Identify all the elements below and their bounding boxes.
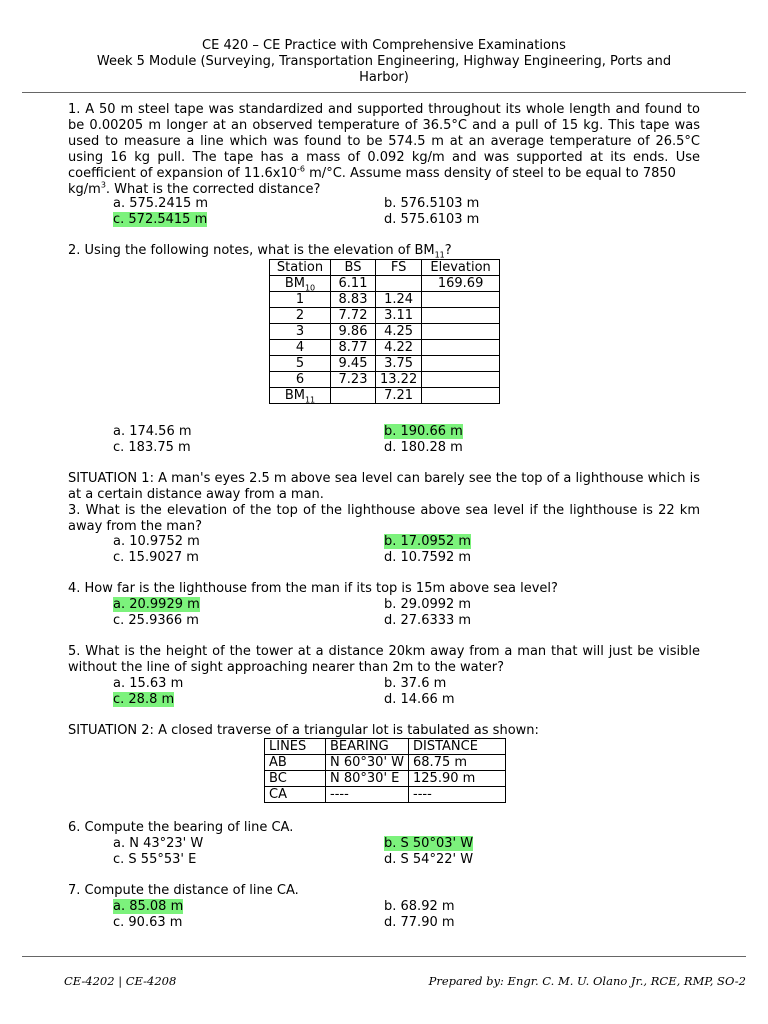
question-6: 6. Compute the bearing of line CA. xyxy=(68,820,294,835)
q1-option-d: d. 575.6103 m xyxy=(384,212,480,227)
question-1: 1. A 50 m steel tape was standardized and supported throughout its whole length and found to be 0.00205 m longer at an observed temperature of 36.5°C and a pull of 15 kg. This tape was used to measure a line which was found to be 574.5 m at an average temperature of 26.5°C using 16 kg pull. The tape has a mass of 0.092 kg/m and was supported at its ends. Use coefficient of expansion of $11.6x10^{-6}$ m/°C. Assume mass density of steel to be equal to 7850 $kg/m^3$. What is the corrected distance? xyxy=(68,102,700,197)
q4-option-d: d. 27.6333 m xyxy=(384,613,472,628)
answer-highlight: a. 85.08 m xyxy=(113,899,184,914)
table-row: 6 7.23 13.22 xyxy=(270,372,500,388)
table-row: 5 9.45 3.75 xyxy=(270,356,500,372)
table-row: $BM_{11}$ 7.21 xyxy=(270,388,500,404)
answer-highlight: c. 28.8 m xyxy=(113,692,175,707)
q4-option-b: b. 29.0992 m xyxy=(384,597,472,612)
answer-highlight: b. 17.0952 m xyxy=(384,534,472,549)
situation-2: SITUATION 2: A closed traverse of a triangular lot is tabulated as shown: xyxy=(68,723,539,738)
situation-1: SITUATION 1: A man's eyes 2.5 m above sea level can barely see the top of a lighthouse which is at a certain distance away from a man. xyxy=(68,471,700,502)
module-title-cont: Harbor) xyxy=(359,70,409,85)
q3-option-b xyxy=(384,534,471,550)
q7-option-c: c. 90.63 m xyxy=(113,915,183,930)
question-2: 2. Using the following notes, what is the elevation of $BM_{11}$? xyxy=(68,243,452,260)
col-distance: DISTANCE xyxy=(409,739,506,755)
answer-highlight: b. S 50°03' W xyxy=(384,836,474,851)
module-title: Week 5 Module (Surveying, Transportation Engineering, Highway Engineering, Ports and xyxy=(96,54,672,69)
table-row: CA ---- ---- xyxy=(265,787,506,803)
footer-rule xyxy=(22,956,746,957)
question-7: 7. Compute the distance of line CA. xyxy=(68,883,299,898)
question-4: 4. How far is the lighthouse from the man if its top is 15m above sea level? xyxy=(68,581,558,596)
traverse-table xyxy=(264,738,506,803)
q3-option-d: d. 10.7592 m xyxy=(384,550,472,565)
q6-option-c: c. S 55°53' E xyxy=(113,852,197,867)
q1-option-a: a. 575.2415 m xyxy=(113,196,209,211)
table-row: 3 9.86 4.25 xyxy=(270,324,500,340)
footer-course-codes: CE-4202 | CE-4208 xyxy=(64,974,177,988)
table-row: $BM_{10}$ 6.11 169.69 xyxy=(270,276,500,292)
col-lines: LINES xyxy=(265,739,326,755)
table-header-row xyxy=(265,739,506,755)
q6-option-b xyxy=(384,836,473,852)
question-3: 3. What is the elevation of the top of the lighthouse above sea level if the lighthouse is 22 km away from the man? xyxy=(68,503,700,534)
table-row: 4 8.77 4.22 xyxy=(270,340,500,356)
table-header-row xyxy=(270,260,500,276)
col-station: Station xyxy=(270,260,331,276)
leveling-table xyxy=(269,259,500,404)
q2-option-a: a. 174.56 m xyxy=(113,424,192,439)
page-header xyxy=(0,38,768,86)
col-fs: FS xyxy=(376,260,422,276)
q7-option-b: b. 68.92 m xyxy=(384,899,455,914)
answer-highlight: a. 20.9929 m xyxy=(113,597,200,612)
answer-highlight: b. 190.66 m xyxy=(384,424,463,439)
col-bearing: BEARING xyxy=(326,739,409,755)
q3-option-c: c. 15.9027 m xyxy=(113,550,199,565)
q5-option-d: d. 14.66 m xyxy=(384,692,455,707)
q2-option-b xyxy=(384,424,463,440)
header-rule xyxy=(22,92,746,93)
q1-option-b: b. 576.5103 m xyxy=(384,196,480,211)
table-row: BC N 80°30' E 125.90 m xyxy=(265,771,506,787)
q1-option-c xyxy=(113,212,207,228)
q7-option-d: d. 77.90 m xyxy=(384,915,455,930)
q5-option-c xyxy=(113,692,174,708)
col-bs: BS xyxy=(331,260,376,276)
course-title: CE 420 – CE Practice with Comprehensive Examinations xyxy=(202,38,566,53)
footer-author: Prepared by: Engr. C. M. U. Olano Jr., RCE, RMP, SO-2 xyxy=(428,974,746,988)
table-row: AB N 60°30' W 68.75 m xyxy=(265,755,506,771)
q4-option-a xyxy=(113,597,200,613)
q7-option-a xyxy=(113,899,183,915)
table-row: 2 7.72 3.11 xyxy=(270,308,500,324)
answer-highlight: c. 572.5415 m xyxy=(113,212,208,227)
q6-option-d: d. S 54°22' W xyxy=(384,852,474,867)
col-elevation: Elevation xyxy=(422,260,500,276)
table-row: 1 8.83 1.24 xyxy=(270,292,500,308)
question-5: 5. What is the height of the tower at a distance 20km away from a man that will just be visible without the line of sight approaching nearer than 2m to the water? xyxy=(68,644,700,675)
q2-option-d: d. 180.28 m xyxy=(384,440,463,455)
q6-option-a: a. N 43°23' W xyxy=(113,836,204,851)
q5-option-a: a. 15.63 m xyxy=(113,676,184,691)
q4-option-c: c. 25.9366 m xyxy=(113,613,199,628)
q2-option-c: c. 183.75 m xyxy=(113,440,191,455)
q3-option-a: a. 10.9752 m xyxy=(113,534,200,549)
q5-option-b: b. 37.6 m xyxy=(384,676,447,691)
